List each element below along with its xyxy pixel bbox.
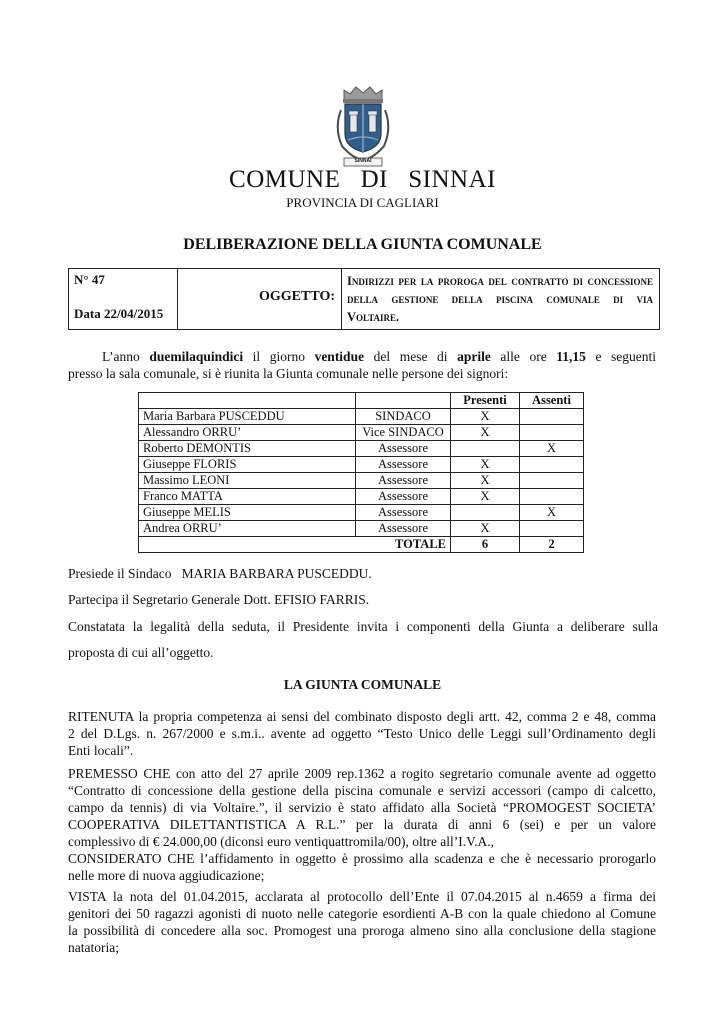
subject-cell — [341, 269, 659, 329]
table-row: Roberto DEMONTIS Assessore X — [139, 441, 584, 457]
subject-line: Voltaire. — [347, 310, 400, 324]
subject-text — [347, 272, 653, 326]
legality-statement: Constatata la legalità della seduta, il Presidente invita i componenti della Giunta a deliberare sulla proposta di cui all’oggetto. — [68, 619, 658, 660]
table-row: Giuseppe MELIS Assessore X — [139, 505, 584, 521]
year-text: duemilaquindici — [149, 349, 244, 364]
table-header-row — [139, 393, 584, 409]
attendance-table — [138, 392, 584, 553]
table-row: Giuseppe FLORIS Assessore X — [139, 457, 584, 473]
secretary-statement: Partecipa il Segretario Generale Dott. EFISIO FARRIS. — [68, 592, 370, 607]
subject-label: OGGETTO: — [259, 289, 335, 304]
subject-line: della gestione della piscina comunale di via — [347, 292, 653, 306]
hour-text: 11,15 — [556, 349, 586, 364]
table-row: Maria Barbara PUSCEDDU SINDACO X — [139, 409, 584, 425]
table-total-row — [139, 537, 584, 553]
paragraph-ritenuta: RITENUTA la propria competenza ai sensi del combinato disposto degli artt. 42, comma 2 e 48, comma 2 del D.Lgs. n. 267/2000 e s.m.i.. avente ad oggetto “Testo Unico delle Leggi sull’Ordinamento degli Enti locali”. — [68, 709, 656, 758]
number-date-cell — [69, 269, 178, 329]
presiding-statement: Presiede il Sindaco MARIA BARBARA PUSCEDDU. — [68, 566, 372, 581]
deliberation-number: N° 47 — [74, 272, 105, 287]
body-heading: LA GIUNTA COMUNALE — [283, 677, 442, 692]
table-row: Andrea ORRU’ Assessore X — [139, 521, 584, 537]
crest-ribbon-label: SINNAI — [354, 158, 372, 164]
total-label: TOTALE — [139, 537, 451, 553]
paragraph-premesso: PREMESSO CHE con atto del 27 aprile 2009 rep.1362 a rogito segretario comunale avente ad oggetto “Contratto di concessione della gestione della piscina comunale e servizi accessori (campo di calcetto, campo da tennis) di via Voltaire.”, il servizio è stato affidato alla Società “PROMOGEST SOCIETA’ COOPERATIVA DILETTANTISTICA A R.L.” per la durata di anni 6 (sei) e per un valore complessivo di € 24.000,00 (diconsi euro ventiquattromila/00), oltre all’I.V.A., — [68, 766, 656, 849]
table-row: Massimo LEONI Assessore X — [139, 473, 584, 489]
municipality-name: COMUNE DI SINNAI — [229, 166, 496, 193]
municipal-crest-icon — [330, 84, 396, 168]
paragraph-considerato: CONSIDERATO CHE l’affidamento in oggetto è prossimo alla scadenza e che è necessario prorogarlo nelle more di nuova aggiudicazione; — [68, 851, 656, 883]
deliberation-date: Data 22/04/2015 — [74, 306, 164, 321]
subject-label-cell — [177, 269, 342, 329]
deliberation-header-box — [68, 268, 660, 330]
subject-line: Indirizzi per la proroga del contratto di concessione — [347, 274, 653, 288]
meeting-intro — [68, 348, 656, 382]
col-present: Presenti — [451, 393, 520, 409]
paragraph-vista: VISTA la nota del 01.04.2015, acclarata al protocollo dell’Ente il 07.04.2015 al n.4659 a firma dei genitori dei 50 ragazzi agonisti di nuoto nelle categorie esordienti A-B con la quale chiedono al Comune la possibilità di concedere alla soc. Promogest una proroga almeno sino alla conclusione della stagione natatoria; — [68, 889, 656, 955]
table-row: Franco MATTA Assessore X — [139, 489, 584, 505]
total-present: 6 — [451, 537, 520, 553]
intro-line-1: L’anno duemilaquindici il giorno ventidue del mese di aprile alle ore 11,15 e seguenti — [102, 349, 657, 364]
table-row: Alessandro ORRU’ Vice SINDACO X — [139, 425, 584, 441]
total-absent: 2 — [520, 537, 584, 553]
deliberation-title: DELIBERAZIONE DELLA GIUNTA COMUNALE — [183, 236, 542, 253]
month-text: aprile — [457, 349, 491, 364]
day-text: ventidue — [314, 349, 365, 364]
intro-line-2: presso la sala comunale, si è riunita la Giunta comunale nelle persone dei signori: — [68, 366, 509, 381]
province-name: PROVINCIA DI CAGLIARI — [286, 195, 439, 210]
col-absent: Assenti — [520, 393, 584, 409]
